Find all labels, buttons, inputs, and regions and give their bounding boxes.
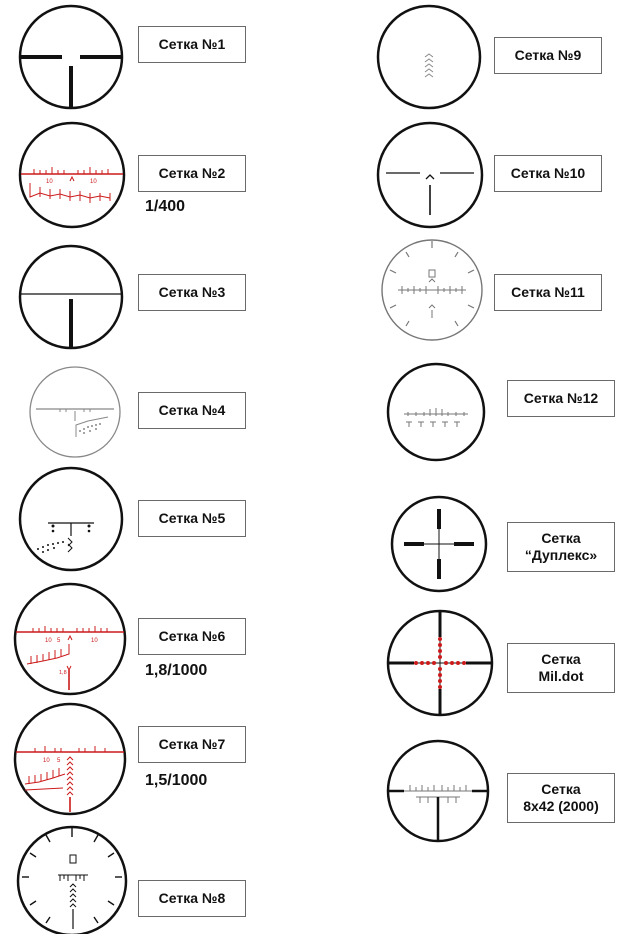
reticle-4-label: Сетка №4 [138, 392, 246, 429]
reticle-6-icon [13, 582, 127, 696]
reticle-12-icon [386, 362, 486, 462]
reticle-7-ratio: 1,5/1000 [145, 772, 208, 789]
scale-number-1-8: 1,8 [59, 670, 67, 676]
reticle-8x42-label: Сетка 8x42 (2000) [507, 773, 615, 823]
reticle-11-label: Сетка №11 [494, 274, 602, 311]
reticle-8x42-icon [386, 739, 490, 843]
reticle-1-label: Сетка №1 [138, 26, 246, 63]
reticle-duplex-icon [390, 495, 488, 593]
reticle-6-label: Сетка №6 [138, 618, 246, 655]
scale-number-10: 10 [90, 179, 97, 185]
reticle-10-icon [376, 121, 484, 229]
reticle-2-icon [18, 121, 126, 229]
reticle-mildot-label: Сетка Mil.dot [507, 643, 615, 693]
reticle-1-icon [18, 4, 124, 110]
scale-number-5: 5 [57, 758, 61, 764]
reticle-4-icon [28, 365, 122, 459]
reticle-8-icon [16, 825, 128, 933]
reticle-6-ratio: 1,8/1000 [145, 662, 208, 679]
reticle-5-icon [18, 466, 124, 572]
reticle-7-label: Сетка №7 [138, 726, 246, 763]
scale-number-10: 10 [45, 638, 52, 644]
scale-number-10: 10 [46, 179, 53, 185]
reticle-3-icon [18, 244, 124, 350]
reticle-duplex-label: Сетка “Дуплекс» [507, 522, 615, 572]
reticle-5-label: Сетка №5 [138, 500, 246, 537]
reticle-10-label: Сетка №10 [494, 155, 602, 192]
reticle-9-icon [376, 4, 482, 110]
scale-number-10: 10 [91, 638, 98, 644]
reticle-mildot-icon [386, 609, 494, 717]
reticle-11-icon [380, 238, 484, 342]
reticle-2-ratio: 1/400 [145, 198, 186, 215]
reticle-2-label: Сетка №2 [138, 155, 246, 192]
scale-number-5: 5 [57, 638, 61, 644]
reticle-12-label: Сетка №12 [507, 380, 615, 417]
reticle-9-label: Сетка №9 [494, 37, 602, 74]
reticle-8-label: Сетка №8 [138, 880, 246, 917]
reticle-3-label: Сетка №3 [138, 274, 246, 311]
scale-number-10: 10 [43, 758, 50, 764]
reticle-7-icon [13, 702, 127, 816]
